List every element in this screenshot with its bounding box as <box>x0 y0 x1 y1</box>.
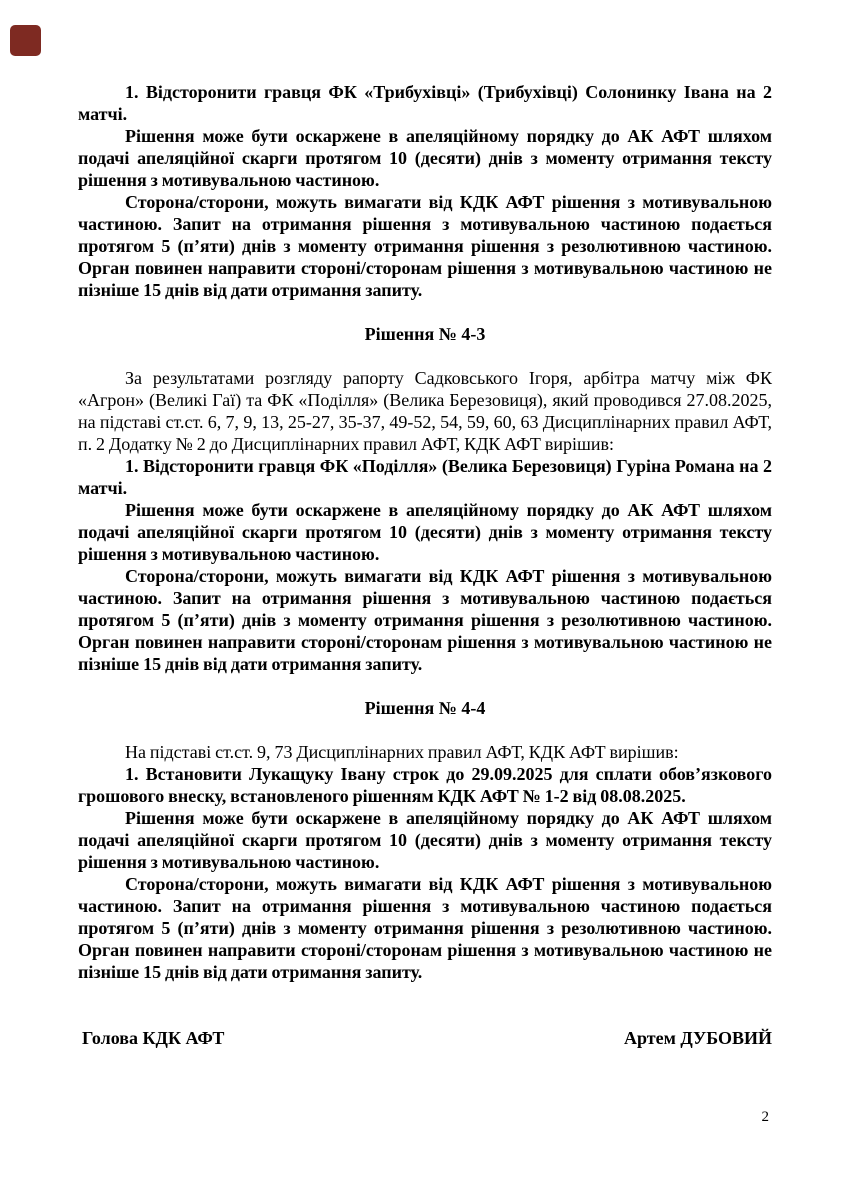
appeal-rights-paragraph: Рішення може бути оскаржене в апеляційному порядку до АК АФТ шляхом подачі апеляційної скарги протягом 10 (десяти) днів з моменту отримання тексту рішення з мотивувальною частиною. <box>78 808 772 872</box>
resolution-item-suspension-podillia: 1. Відсторонити гравця ФК «Поділля» (Велика Березовиця) Гуріна Романа на 2 матчі. <box>78 456 772 498</box>
decision-4-3-intro: За результатами розгляду рапорту Садковського Ігоря, арбітра матчу між ФК «Агрон» (Великі Гаї) та ФК «Поділля» (Велика Березовиця), який проводився 27.08.2025, на підставі ст.ст. 6, 7, 9, 13, 25-27, 35-37, 49-52, 54, 59, 60, 63 Дисциплінарних правил АФТ, п. 2 Додатку № 2 до Дисциплінарних правил АФТ, КДК АФТ вирішив: <box>78 368 772 454</box>
red-corner-marker <box>10 25 41 56</box>
decision-heading-4-3: Рішення № 4-3 <box>364 324 486 344</box>
signature-name: Артем ДУБОВИЙ <box>624 1028 772 1048</box>
resolution-item-suspension-trybukhivtsi: 1. Відсторонити гравця ФК «Трибухівці» (Трибухівці) Солонинку Івана на 2 матчі. <box>78 82 772 124</box>
appeal-rights-paragraph: Рішення може бути оскаржене в апеляційному порядку до АК АФТ шляхом подачі апеляційної скарги протягом 10 (десяти) днів з моменту отримання тексту рішення з мотивувальною частиною. <box>78 500 772 564</box>
motivated-decision-request-paragraph: Сторона/сторони, можуть вимагати від КДК АФТ рішення з мотивувальною частиною. Запит на отримання рішення з мотивувальною частиною подається протягом 5 (п’яти) днів з моменту отримання рішення з резолютивною частиною. Орган повинен направити стороні/сторонам рішення з мотивувальною частиною не пізніше 15 днів від дати отримання запиту. <box>78 192 772 300</box>
decision-4-4-intro: На підставі ст.ст. 9, 73 Дисциплінарних правил АФТ, КДК АФТ вирішив: <box>125 742 679 762</box>
signature-role: Голова КДК АФТ <box>82 1028 225 1048</box>
motivated-decision-request-paragraph: Сторона/сторони, можуть вимагати від КДК АФТ рішення з мотивувальною частиною. Запит на отримання рішення з мотивувальною частиною подається протягом 5 (п’яти) днів з моменту отримання рішення з резолютивною частиною. Орган повинен направити стороні/сторонам рішення з мотивувальною частиною не пізніше 15 днів від дати отримання запиту. <box>78 874 772 982</box>
document-content <box>78 81 772 1049</box>
signature-row <box>78 1027 772 1049</box>
decision-heading-4-4: Рішення № 4-4 <box>364 698 486 718</box>
resolution-item-payment-deadline: 1. Встановити Лукащуку Івану строк до 29.09.2025 для сплати обов’язкового грошового внеску, встановленого рішенням КДК АФТ № 1-2 від 08.08.2025. <box>78 764 772 806</box>
page-number: 2 <box>761 1109 769 1125</box>
appeal-rights-paragraph: Рішення може бути оскаржене в апеляційному порядку до АК АФТ шляхом подачі апеляційної скарги протягом 10 (десяти) днів з моменту отримання тексту рішення з мотивувальною частиною. <box>78 126 772 190</box>
motivated-decision-request-paragraph: Сторона/сторони, можуть вимагати від КДК АФТ рішення з мотивувальною частиною. Запит на отримання рішення з мотивувальною частиною подається протягом 5 (п’яти) днів з моменту отримання рішення з резолютивною частиною. Орган повинен направити стороні/сторонам рішення з мотивувальною частиною не пізніше 15 днів від дати отримання запиту. <box>78 566 772 674</box>
